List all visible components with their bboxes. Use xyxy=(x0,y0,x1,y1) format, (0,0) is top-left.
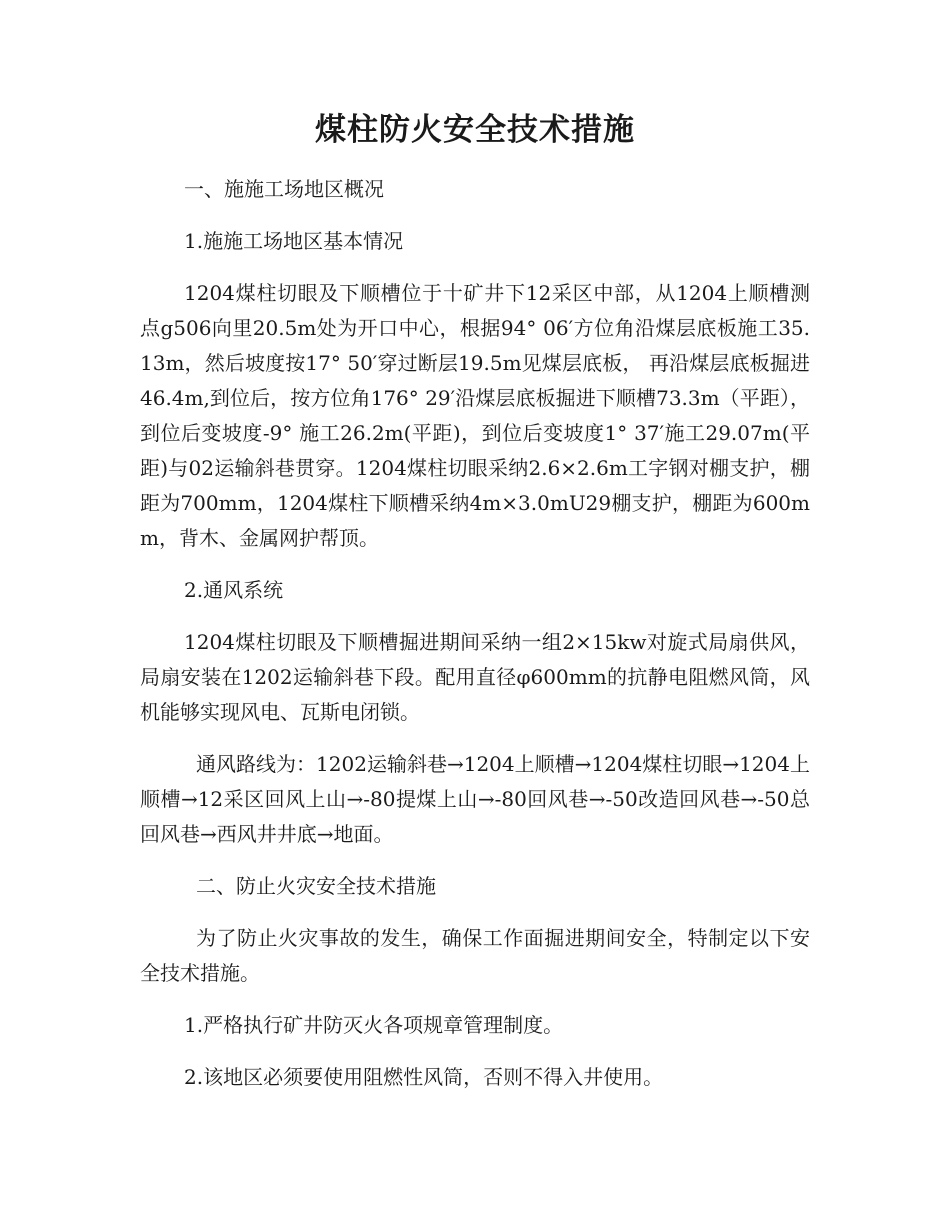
subsection-heading-basic-info: 1.施施工场地区基本情况 xyxy=(184,229,404,253)
page-title: 煤柱防火安全技术措施 xyxy=(315,112,635,148)
paragraph-ventilation: 1204煤柱切眼及下顺槽掘进期间采纳一组2×15kw对旋式局扇供风，局扇安装在1202运输斜巷下段。配用直径φ600mm的抗静电阻燃风筒，风机能够实现风电、瓦斯电闭锁。 xyxy=(140,630,810,724)
list-item-measure-2: 2.该地区必须要使用阻燃性风筒，否则不得入井使用。 xyxy=(184,1065,664,1089)
paragraph-basic-info: 1204煤柱切眼及下顺槽位于十矿井下12采区中部，从1204上顺槽测点g506向里20.5m处为开口中心，根据94° 06′方位角沿煤层底板施工35.13m，然后坡度按17° 50′穿过断层19.5m见煤层底板， 再沿煤层底板掘进46.4m,到位后，按方位角176° 29′沿煤层底板掘进下顺槽73.3m（平距），到位后变坡度-9° 施工26.2m(平距)，到位后变坡度1° 37′施工29.07m(平距)与02运输斜巷贯穿。1204煤柱切眼采纳2.6×2.6m工字钢对棚支护，棚距为700mm，1204煤柱下顺槽采纳4m×3.0mU29棚支护，棚距为600mm，背木、金属网护帮顶。 xyxy=(140,281,810,550)
subsection-heading-ventilation: 2.通风系统 xyxy=(184,578,284,602)
paragraph-ventilation-route: 通风路线为：1202运输斜巷→1204上顺槽→1204煤柱切眼→1204上顺槽→12采区回风上山→-80提煤上山→-80回风巷→-50改造回风巷→-50总回风巷→西风井井底→地面。 xyxy=(140,752,810,846)
section-heading-overview: 一、施施工场地区概况 xyxy=(184,177,384,201)
paragraph-fire-prevention-intro: 为了防止火灾事故的发生，确保工作面掘进期间安全，特制定以下安全技术措施。 xyxy=(140,926,810,985)
list-item-measure-1: 1.严格执行矿井防灭火各项规章管理制度。 xyxy=(184,1013,564,1037)
section-heading-fire-prevention: 二、防止火灾安全技术措施 xyxy=(196,874,436,898)
